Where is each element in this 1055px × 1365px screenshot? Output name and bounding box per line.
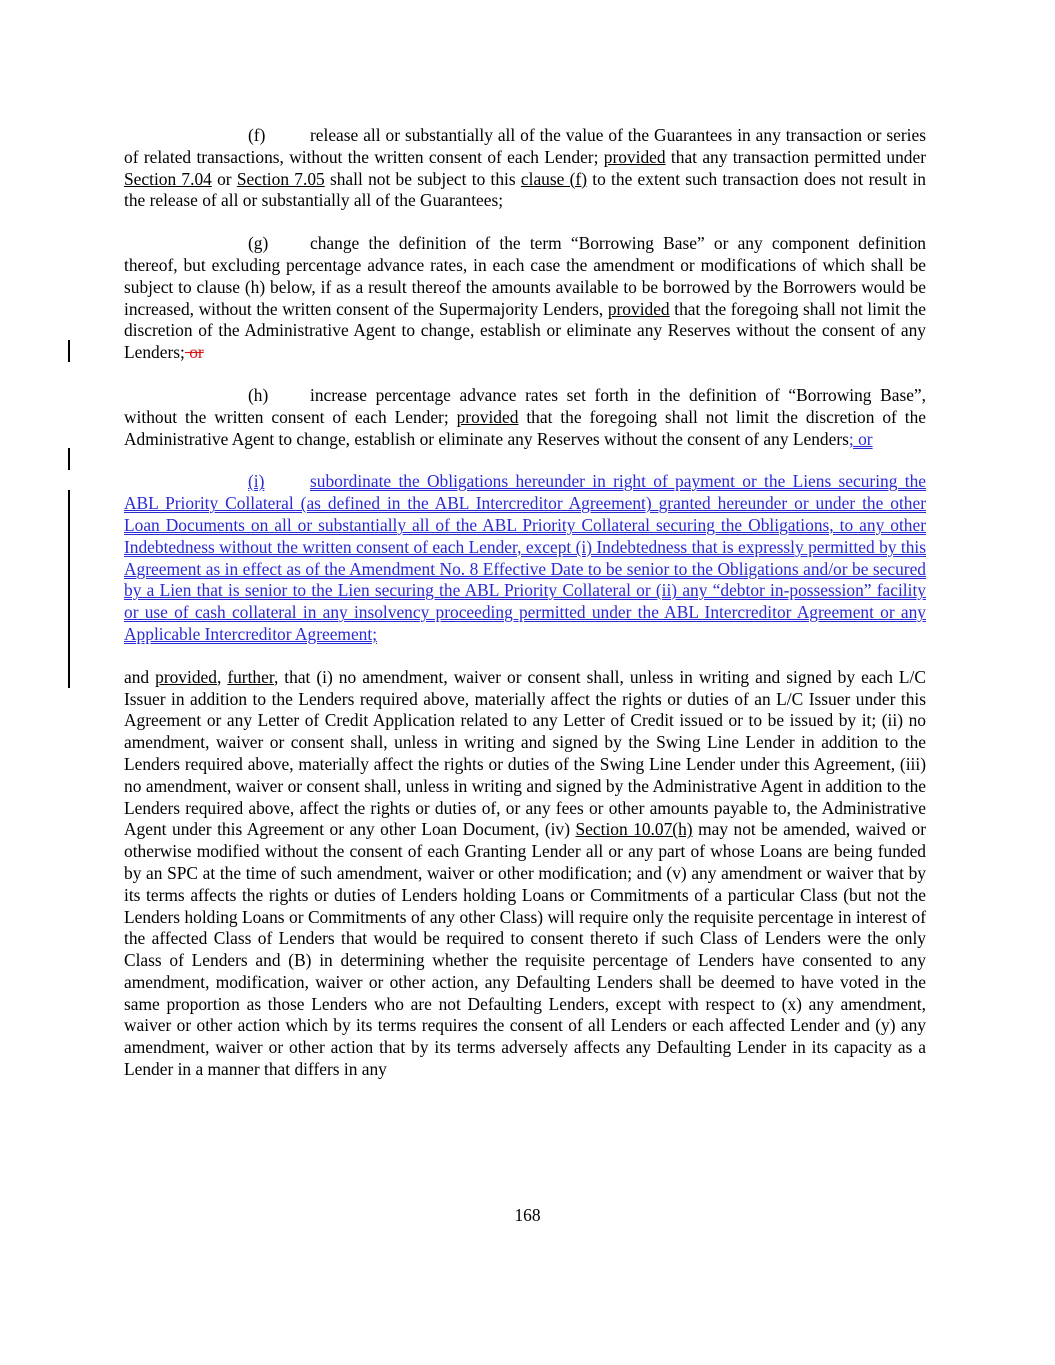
defined-term: provided xyxy=(603,146,666,167)
text: that the foregoing shall not limit the discretion of the Administrative Agent to change, establish or eliminate any Reserves without the consent of any Lenders xyxy=(124,406,926,449)
text: or xyxy=(211,168,237,189)
section-ref: Section 7.04 xyxy=(124,168,212,189)
defined-term: further xyxy=(227,666,274,687)
clause-g xyxy=(124,233,926,364)
text: change the definition of the term “Borrowing Base” or any component definition thereof, but excluding percentage advance rates, in each case the amendment or modifications of which shall be subject to clause (h) below, if as a result thereof the amounts available to be borrowed by the Borrowers would be increased, without the written consent of the Supermajority Lenders, xyxy=(124,233,926,319)
clause-i xyxy=(124,471,926,645)
defined-term: provided xyxy=(456,406,519,427)
text: that the foregoing shall not limit the discretion of the Administrative Agent to change, establish or eliminate any Reserves without the consent of any Lenders; xyxy=(124,298,926,363)
clause-ref: clause (f) xyxy=(520,168,587,189)
clause-f xyxy=(124,125,926,212)
text: , that (i) no amendment, waiver or consent shall, unless in writing and signed by each L/C Issuer in addition to the Lenders required above, materially affect the rights or duties of an L/C Issuer under this Agreement or any Letter of Credit Application related to any Letter of Credit issued or to be issued by it; (ii) no amendment, waiver or consent shall, unless in writing and signed by the Swing Line Lender in addition to the Lenders required above, materially affect the rights or duties of the Swing Line Lender under this Agreement, (iii) no amendment, waiver or consent shall, unless in writing and signed by the Administrative Agent in addition to the Lenders required above, affect the rights or duties of, or any fees or other amounts payable to, the Administrative Agent under this Agreement or any other Loan Document, (iv) xyxy=(124,666,926,840)
page-number: 168 xyxy=(514,1205,541,1225)
final-proviso xyxy=(124,667,926,1081)
change-bar-h xyxy=(68,448,70,470)
change-bar-i xyxy=(68,490,70,688)
text: and xyxy=(124,666,156,687)
clause-label: (h) xyxy=(248,384,269,405)
document-page xyxy=(124,125,926,1081)
text: that any transaction permitted under xyxy=(665,146,926,167)
text: increase percentage advance rates set forth in the definition of “Borrowing Base”, without the written consent of each Lender; xyxy=(124,384,926,427)
section-ref: Section 10.07(h) xyxy=(575,819,693,840)
clause-label: (i) xyxy=(248,471,265,492)
text: may not be amended, waived or otherwise modified without the consent of each Granting Lender all or any part of whose Loans are being funded by an SPC at the time of such amendment, waiver or other modification; and (v) any amendment or waiver that by its terms affects the rights or duties of Lenders holding Loans or Commitments of a particular Class (but not the Lenders holding Loans or Commitments of any other Class) will require only the requisite percentage in interest of the affected Class of Lenders that would be required to consent thereto if such Class of Lenders were the only Class of Lenders and (B) in determining whether the requisite percentage of Lenders have consented to any amendment, modification, waiver or other action, any Defaulting Lenders shall be deemed to have voted in the same proportion as those Lenders who are not Defaulting Lenders, except with respect to (x) any amendment, waiver or other action which by its terms requires the consent of all Lenders or each affected Lender and (y) any amendment, waiver or other action that by its terms adversely affects any Defaulting Lender in its capacity as a Lender in a manner that differs in any xyxy=(124,819,926,1080)
defined-term: provided xyxy=(155,666,217,687)
section-ref: Section 7.05 xyxy=(236,168,325,189)
text: release all or substantially all of the value of the Guarantees in any transaction or series of related transactions, without the written consent of each Lender; xyxy=(124,125,926,167)
clause-label: (g) xyxy=(248,233,269,254)
clause-label: (f) xyxy=(248,125,266,145)
text: , xyxy=(216,666,228,687)
change-bar-g xyxy=(68,340,70,362)
text: to the extent such transaction does not result in the release of all or substantially all of the Guarantees; xyxy=(124,168,926,211)
inserted-text: ; or xyxy=(848,428,873,449)
clause-h xyxy=(124,385,926,450)
text: shall not be subject to this xyxy=(324,168,521,189)
deleted-text: or xyxy=(184,342,204,363)
defined-term: provided xyxy=(607,298,670,319)
inserted-text: subordinate the Obligations hereunder in right of payment or the Liens securing the ABL Priority Collateral (as defined in the ABL Intercreditor Agreement) granted hereunder or under the other Loan Documents on all or substantially all of the ABL Priority Collateral securing the Obligations, to any other Indebtedness without the written consent of each Lender, except (i) Indebtedness that is expressly permitted by this Agreement as in effect as of the Amendment No. 8 Effective Date to be senior to the Obligations and/or be secured by a Lien that is senior to the Lien securing the ABL Priority Collateral or (ii) any “debtor in-possession” facility or use of cash collateral in any insolvency proceeding permitted under the ABL Intercreditor Agreement or any Applicable Intercreditor Agreement; xyxy=(124,471,926,644)
